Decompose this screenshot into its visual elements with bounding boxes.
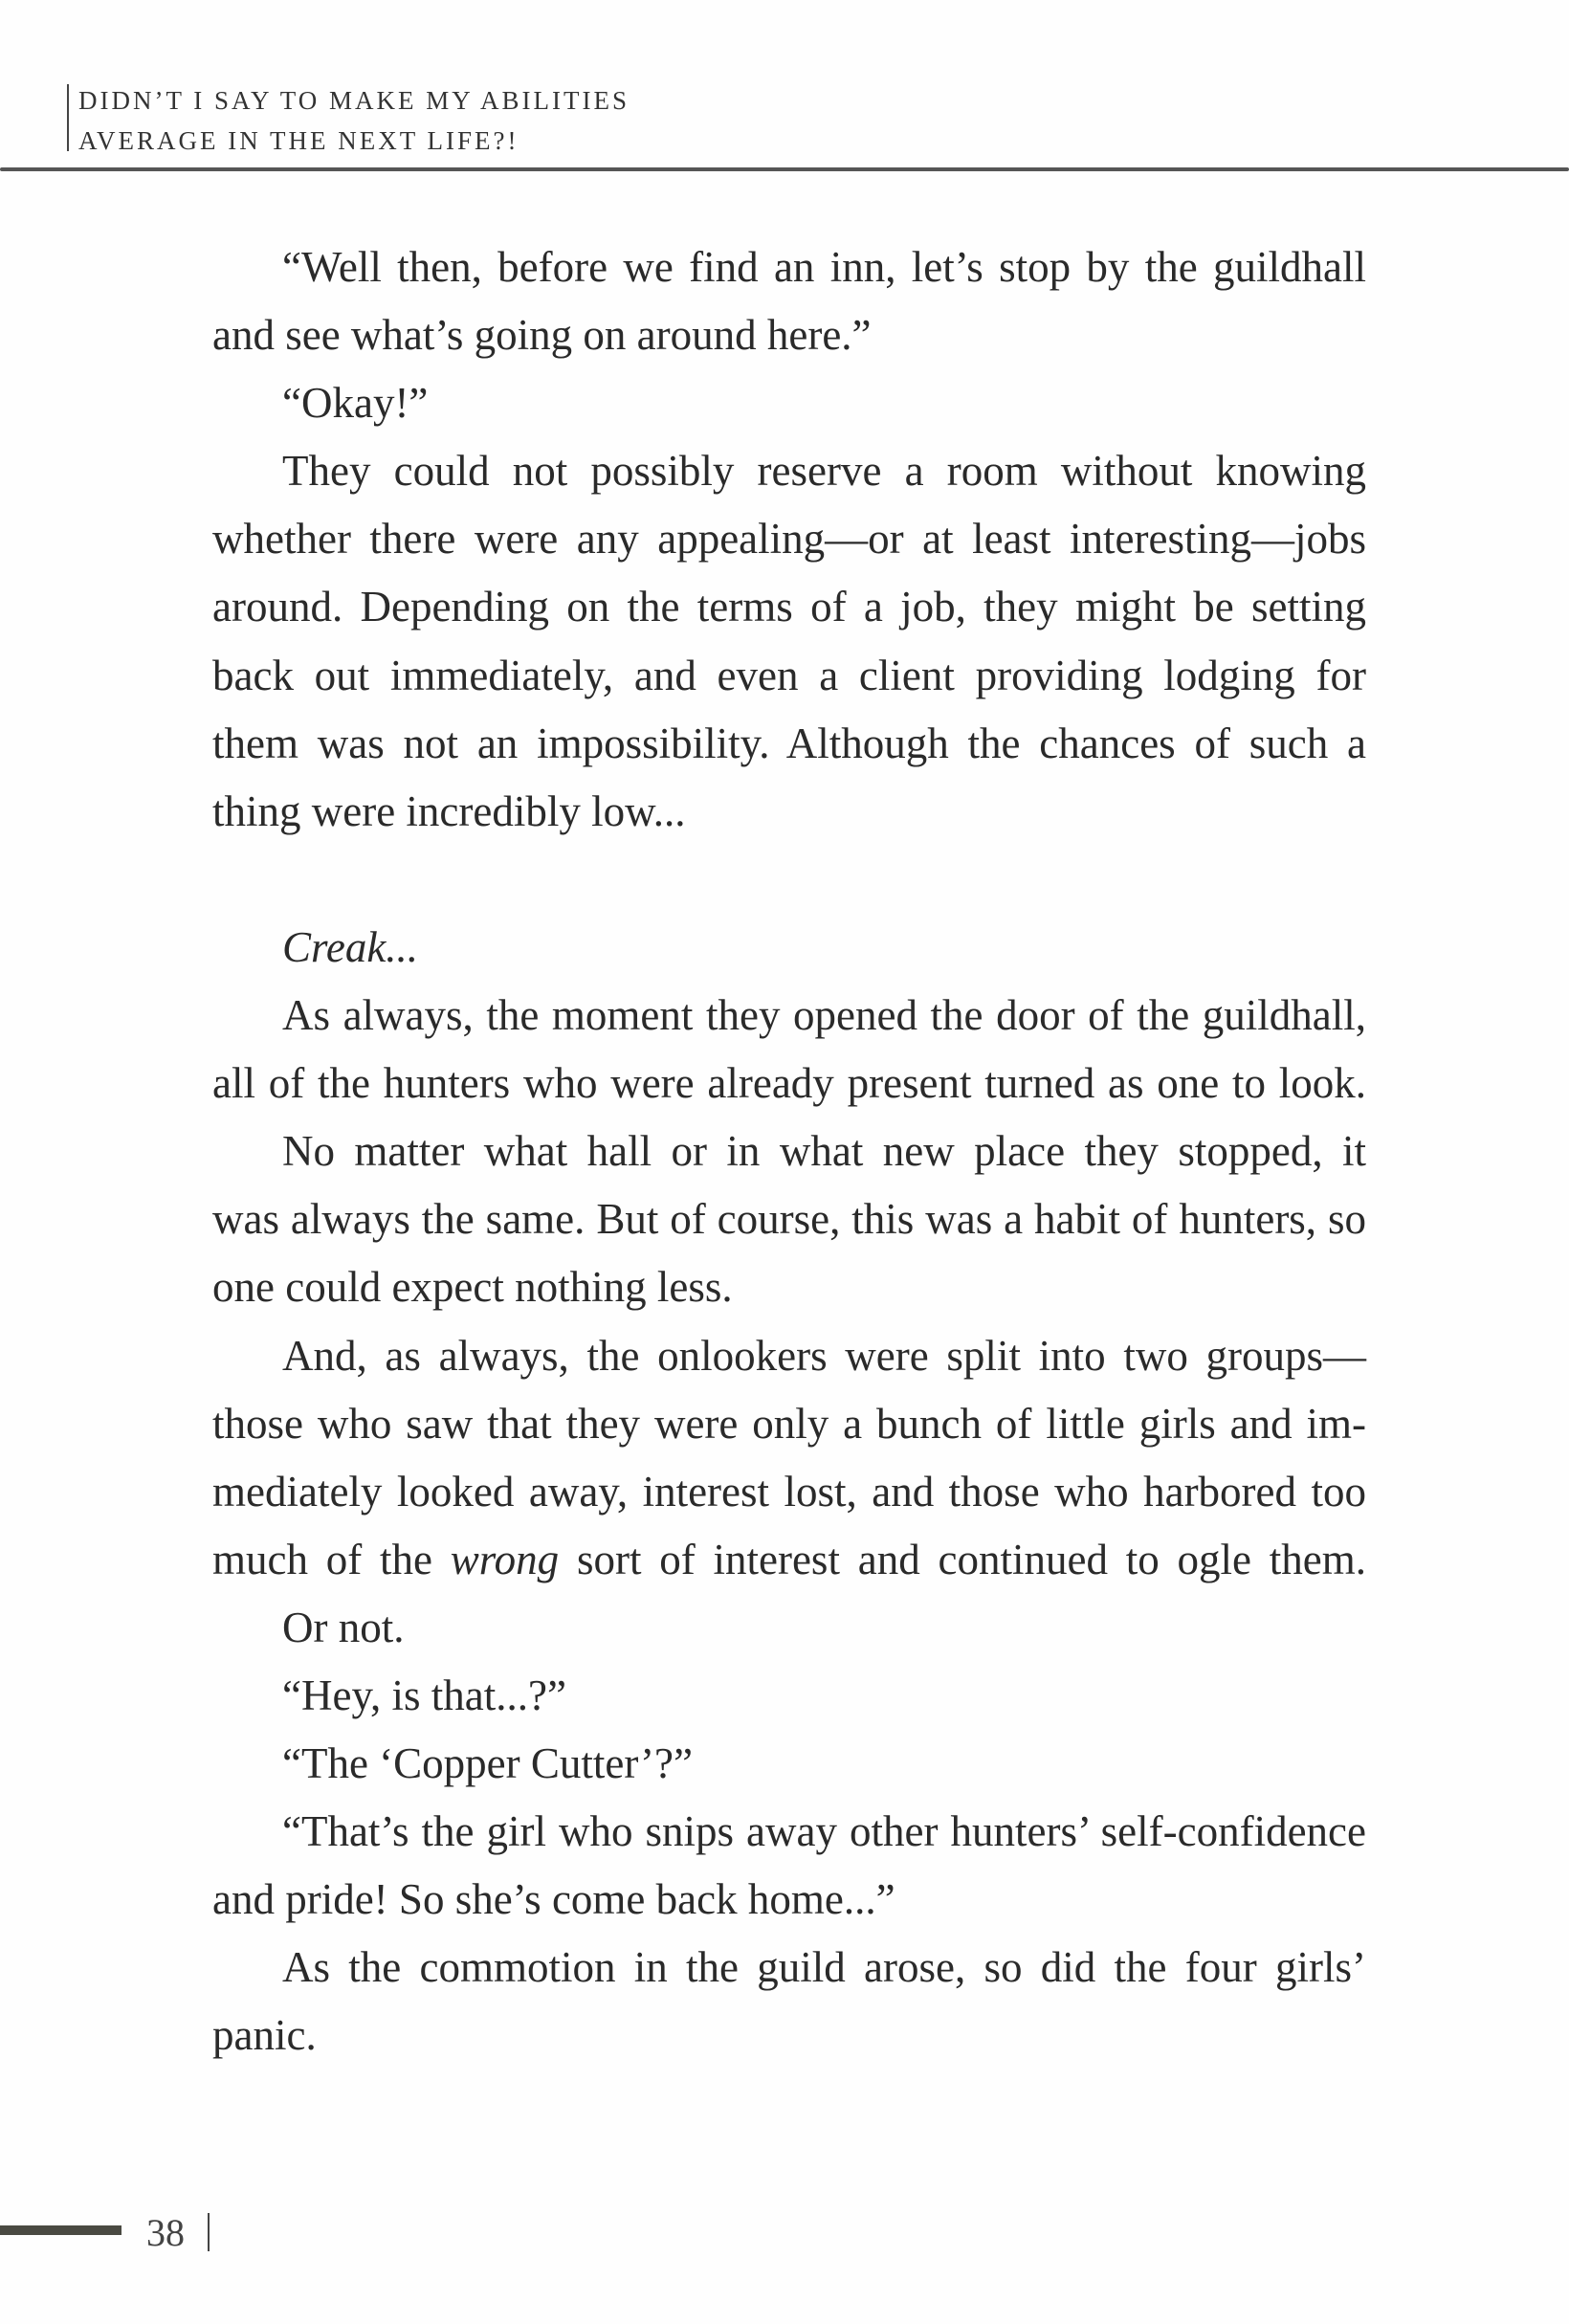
line-text: They could not possibly reserve a room without knowing bbox=[282, 447, 1366, 496]
header-divider bbox=[67, 84, 69, 151]
running-header-line: DIDN’T I SAY TO MAKE MY ABILITIES bbox=[78, 86, 630, 115]
text-line bbox=[212, 573, 1366, 641]
line-text: No matter what hall or in what new place they stopped, it bbox=[282, 1127, 1366, 1176]
line-text: “Well then, before we find an inn, let’s stop by the guildhall bbox=[282, 243, 1366, 291]
text-line bbox=[212, 369, 1366, 437]
text-line bbox=[212, 710, 1366, 778]
line-text: back out immediately, and even a client providing lodging for bbox=[212, 651, 1366, 699]
text-line bbox=[212, 1526, 1366, 1594]
text-line bbox=[212, 1458, 1366, 1526]
italic-text: wrong bbox=[450, 1535, 560, 1583]
line-text: those who saw that they were only a bunch of little girls and im- bbox=[212, 1399, 1366, 1448]
line-text: “That’s the girl who snips away other hunters’ self-confidence bbox=[282, 1807, 1366, 1856]
footer-divider bbox=[208, 2213, 210, 2251]
text-line bbox=[212, 2002, 1366, 2069]
page-body-text bbox=[212, 233, 1366, 2070]
line-text: whether there were any appealing—or at least interesting—jobs bbox=[212, 515, 1366, 564]
line-text: thing were incredibly low... bbox=[212, 786, 686, 835]
line-text: As the commotion in the guild arose, so did the four girls’ bbox=[282, 1943, 1366, 1992]
line-text: was always the same. But of course, this was a habit of hunters, so bbox=[212, 1195, 1366, 1244]
text-line bbox=[212, 1662, 1366, 1730]
text-line bbox=[212, 1594, 1366, 1662]
text-line bbox=[212, 1253, 1366, 1321]
line-text: sort of interest and continued to ogle them. bbox=[559, 1535, 1366, 1583]
italic-text: Creak... bbox=[282, 922, 419, 971]
line-text: panic. bbox=[212, 2011, 317, 2060]
text-line bbox=[212, 1322, 1366, 1390]
line-text: and see what’s going on around here.” bbox=[212, 311, 872, 360]
text-line bbox=[212, 437, 1366, 505]
footer-bar bbox=[0, 2225, 122, 2235]
line-text: and pride! So she’s come back home...” bbox=[212, 1875, 895, 1924]
running-header-line: AVERAGE IN THE NEXT LIFE?! bbox=[78, 126, 519, 155]
line-text: them was not an impossibility. Although the chances of such a bbox=[212, 719, 1366, 767]
text-line bbox=[212, 1050, 1366, 1118]
text-line bbox=[212, 914, 1366, 982]
line-text: much of the bbox=[212, 1535, 451, 1583]
header-rule bbox=[0, 167, 1569, 171]
text-line bbox=[212, 982, 1366, 1050]
text-line bbox=[212, 505, 1366, 573]
line-text: around. Depending on the terms of a job, they might be setting bbox=[212, 583, 1366, 631]
line-text: mediately looked away, interest lost, and those who harbored too bbox=[212, 1467, 1366, 1516]
page-number: 38 bbox=[146, 2211, 185, 2254]
text-line bbox=[212, 1730, 1366, 1798]
line-text: all of the hunters who were already present turned as one to look. bbox=[212, 1059, 1366, 1108]
running-header bbox=[78, 80, 630, 161]
text-line bbox=[212, 1118, 1366, 1185]
text-line bbox=[212, 1185, 1366, 1253]
line-text: “Hey, is that...?” bbox=[282, 1671, 566, 1719]
text-line bbox=[212, 846, 1366, 914]
text-line bbox=[212, 642, 1366, 710]
text-line bbox=[212, 1798, 1366, 1866]
line-text: As always, the moment they opened the door of the guildhall, bbox=[282, 991, 1366, 1040]
text-line bbox=[212, 233, 1366, 301]
line-text: And, as always, the onlookers were split into two groups— bbox=[282, 1331, 1366, 1380]
text-line bbox=[212, 1390, 1366, 1458]
text-line bbox=[212, 1934, 1366, 2002]
line-text: “Okay!” bbox=[282, 379, 429, 428]
text-line bbox=[212, 301, 1366, 369]
line-text: “The ‘Copper Cutter’?” bbox=[282, 1739, 693, 1788]
line-text: one could expect nothing less. bbox=[212, 1263, 733, 1312]
text-line bbox=[212, 1866, 1366, 1934]
line-text: Or not. bbox=[282, 1603, 405, 1651]
text-line bbox=[212, 778, 1366, 846]
